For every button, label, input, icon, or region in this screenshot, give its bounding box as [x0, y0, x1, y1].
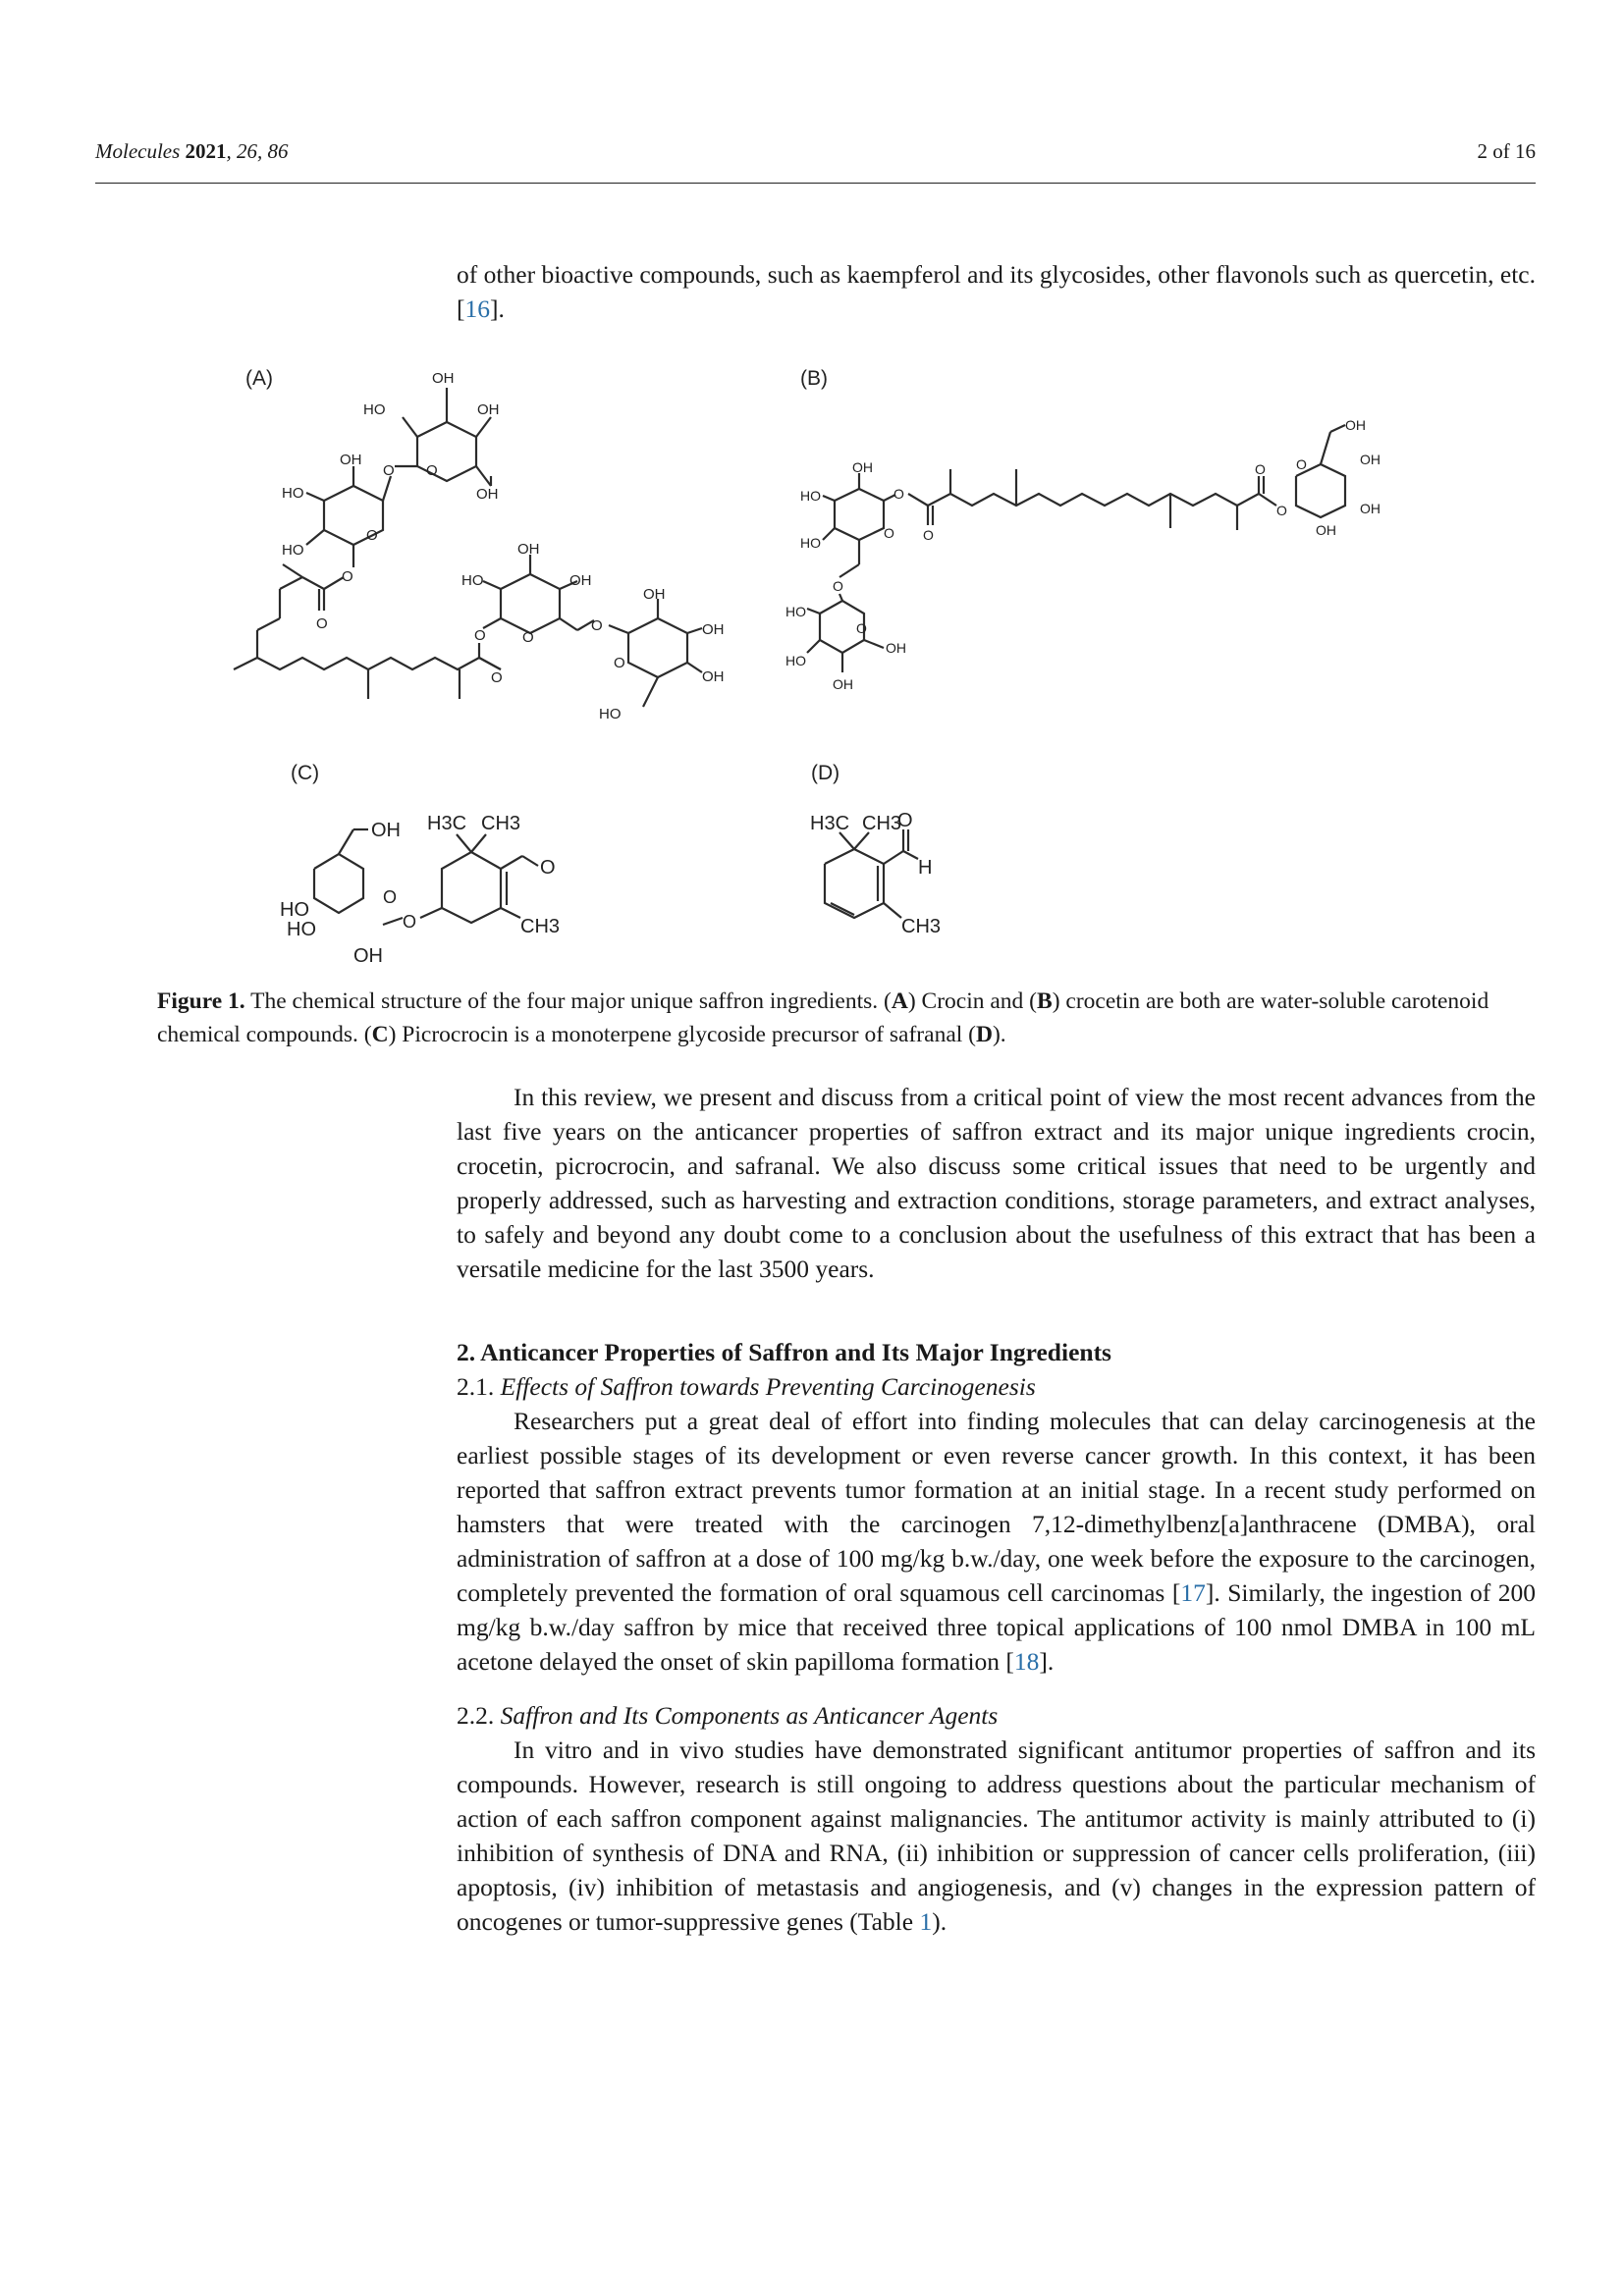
atom-label: HO — [785, 604, 806, 619]
section-heading: 2. Anticancer Properties of Saffron and Its Major Ingredients — [457, 1338, 1111, 1366]
bond — [471, 834, 486, 852]
atom-label: H3C — [427, 813, 467, 834]
bond — [479, 658, 501, 669]
atom-label: OH — [702, 668, 725, 685]
bond — [1321, 432, 1330, 464]
bond — [501, 908, 520, 918]
atom-label: O — [614, 655, 625, 671]
bond — [302, 577, 324, 589]
running-header — [95, 139, 1536, 169]
atom-label: OH — [852, 459, 873, 475]
bond — [628, 618, 687, 677]
atom-label: O — [856, 620, 867, 636]
citation-link[interactable]: 18 — [1013, 1647, 1040, 1676]
atom-label: O — [316, 615, 328, 632]
bond — [501, 856, 522, 869]
atom-label: O — [893, 486, 904, 502]
bond — [807, 640, 820, 653]
atom-label: OH — [569, 572, 592, 589]
atom-label: HO — [280, 899, 309, 921]
bond — [442, 852, 501, 923]
journal-citation: Molecules 2021, 26, 86 — [95, 139, 289, 163]
atom-label: CH3 — [901, 916, 942, 937]
bond — [383, 476, 391, 501]
bond — [457, 834, 471, 852]
bond — [383, 918, 403, 925]
bond — [522, 856, 538, 866]
bond — [476, 417, 491, 437]
atom-label: O — [591, 617, 603, 634]
atom-label: O — [522, 629, 534, 646]
citation-link[interactable]: 16 — [464, 294, 490, 323]
page-number: 2 of 16 — [1477, 139, 1536, 163]
atom-label: O — [403, 912, 417, 932]
atom-label: HO — [800, 535, 821, 551]
bond — [257, 658, 501, 669]
bond — [854, 832, 869, 849]
bond — [823, 528, 835, 540]
bond — [306, 493, 324, 501]
bond — [864, 640, 884, 648]
bond — [257, 618, 280, 630]
section-2 — [457, 1335, 1536, 1939]
bond — [928, 494, 1259, 506]
bond — [687, 663, 702, 672]
bond — [1330, 425, 1345, 432]
atom-label: OH — [833, 676, 853, 692]
bond — [501, 574, 560, 633]
atom-label: O — [540, 857, 556, 879]
bond — [643, 677, 658, 707]
atom-label: OH — [1345, 417, 1366, 433]
atom-label: OH — [1360, 501, 1380, 516]
atom-label: HO — [282, 542, 304, 559]
bond — [839, 594, 842, 601]
atom-label: HO — [599, 706, 622, 722]
atom-label: O — [923, 527, 934, 543]
atom-label: OH — [353, 945, 383, 967]
atom-label: CH3 — [481, 813, 521, 834]
atom-label: O — [1276, 503, 1287, 518]
bond — [280, 577, 302, 589]
atom-label: OH — [1360, 452, 1380, 467]
bond — [825, 849, 884, 918]
bond — [403, 417, 417, 437]
bond — [420, 908, 442, 918]
atom-label: O — [383, 462, 395, 479]
atom-label: O — [491, 669, 503, 686]
atom-label: H3C — [810, 813, 850, 834]
atom-label: HO — [800, 488, 821, 504]
header-rule — [95, 183, 1536, 184]
bond — [339, 829, 353, 854]
atom-label: O — [366, 527, 378, 544]
atom-label: OH — [371, 820, 401, 841]
bond — [807, 609, 820, 614]
bond — [324, 577, 344, 589]
atom-label: O — [474, 627, 486, 644]
atom-label: HO — [287, 919, 316, 940]
bond — [609, 625, 628, 633]
atom-label: HO — [785, 653, 806, 668]
atom-label: O — [833, 578, 843, 594]
bond — [839, 564, 859, 577]
bond — [283, 564, 302, 577]
atom-label: O — [1296, 456, 1307, 472]
atom-label: CH3 — [520, 916, 561, 937]
bond — [1296, 464, 1345, 517]
atom-label: OH — [340, 452, 362, 468]
panel-label-c: (C) — [291, 762, 320, 784]
bond — [306, 530, 324, 545]
paragraph-2-1: Researchers put a great deal of effort into finding molecules that can delay carcinogenesis at the earliest possible stages of its development or even reverse cancer growth. In this context, it has been reported that saffron extract prevents tumor formation at an initial stage. In a recent study performed on hamsters that were treated with the carcinogen 7,12-dimethylbenz[a]anthracene (DMBA), oral administration of saffron at a dose of 100 mg/kg b.w./day, one week before the exposure to the carcinogen, completely prevented the formation of oral squamous cell carcinomas [17]. Similarly, the ingestion of 200 mg/kg b.w./day saffron by mice that received three topical applications of 100 nmol DMBA in 100 mL acetone delayed the onset of skin papilloma formation [18]. — [457, 1407, 1536, 1676]
atom-label: OH — [702, 621, 725, 638]
atom-label: OH — [517, 541, 540, 558]
atom-label: H — [918, 857, 933, 879]
atom-label: OH — [886, 640, 906, 656]
bond — [476, 466, 491, 486]
atom-label: CH3 — [862, 813, 902, 834]
bond — [483, 581, 501, 589]
atom-label: OH — [476, 486, 499, 503]
intro-continuation: of other bioactive compounds, such as kaempferol and its glycosides, other flavonols such as quercetin, etc. [16]. — [457, 260, 1536, 323]
bond — [560, 618, 577, 630]
bond — [908, 494, 928, 506]
bond — [314, 854, 363, 913]
atom-label: HO — [282, 485, 304, 502]
atom-label: O — [426, 462, 438, 479]
bond — [884, 903, 901, 918]
bond — [234, 658, 257, 669]
picrocrocin-structure — [275, 785, 648, 972]
panel-label-b: (B) — [800, 367, 828, 390]
atom-label: O — [383, 887, 398, 907]
subsection-heading-2-1: 2.1. Effects of Saffron towards Preventing Carcinogenesis — [457, 1372, 1036, 1401]
paragraph-2-2: In vitro and in vivo studies have demonstrated significant antitumor properties of saffron and its compounds. However, research is still ongoing to address questions about the particular mechanism of action of each saffron component against malignancies. The antitumor activity is mainly attributed to (i) inhibition of synthesis of DNA and RNA, (ii) inhibition or suppression of cancer cells proliferation, (iii) apoptosis, (iv) inhibition of metastasis and angiogenesis, and (v) changes in the expression pattern of oncogenes or tumor-suppressive genes (Table 1). — [457, 1735, 1536, 1936]
atom-label: OH — [1316, 522, 1336, 538]
atom-label: O — [897, 810, 913, 831]
safranal-structure — [785, 785, 1001, 962]
atom-label: OH — [477, 401, 500, 418]
crocin-structure — [226, 353, 776, 746]
panel-label-a: (A) — [245, 367, 273, 390]
bond — [1259, 494, 1276, 506]
crocetin-structure — [785, 353, 1404, 717]
atom-label: HO — [461, 572, 484, 589]
atom-label: O — [342, 568, 353, 585]
table-link[interactable]: 1 — [919, 1907, 933, 1936]
atom-label: OH — [432, 370, 455, 387]
bond — [903, 851, 918, 859]
figure-caption: Figure 1. The chemical structure of the four major unique saffron ingredients. (A) Crocin and (B) crocetin are both are water-soluble carotenoid chemical compounds. (C) Picrocrocin is a monoterpene glycoside precursor of safranal (D). — [157, 988, 1489, 1047]
subsection-heading-2-2: 2.2. Saffron and Its Components as Anticancer Agents — [457, 1701, 999, 1730]
bond — [884, 851, 903, 864]
review-paragraph: In this review, we present and discuss from a critical point of view the most recent advances from the last five years on the anticancer properties of saffron extract and its major unique ingredients crocin, crocetin, picrocrocin, and safranal. We also discuss some critical issues that need to be urgently and properly addressed, such as harvesting and extraction conditions, storage parameters, and extract analyses, to safely and beyond any doubt come to a conclusion about the usefulness of this extract that has been a versatile medicine for the last 3500 years. — [457, 1083, 1536, 1283]
bond — [823, 496, 835, 501]
atom-label: O — [884, 525, 894, 541]
panel-label-d: (D) — [811, 762, 840, 784]
atom-label: O — [1255, 461, 1266, 477]
bond — [835, 489, 884, 540]
bond — [687, 628, 702, 633]
atom-label: HO — [363, 401, 386, 418]
citation-link[interactable]: 17 — [1180, 1578, 1206, 1607]
bond — [483, 618, 501, 628]
bond — [839, 832, 854, 849]
atom-label: OH — [643, 586, 666, 603]
